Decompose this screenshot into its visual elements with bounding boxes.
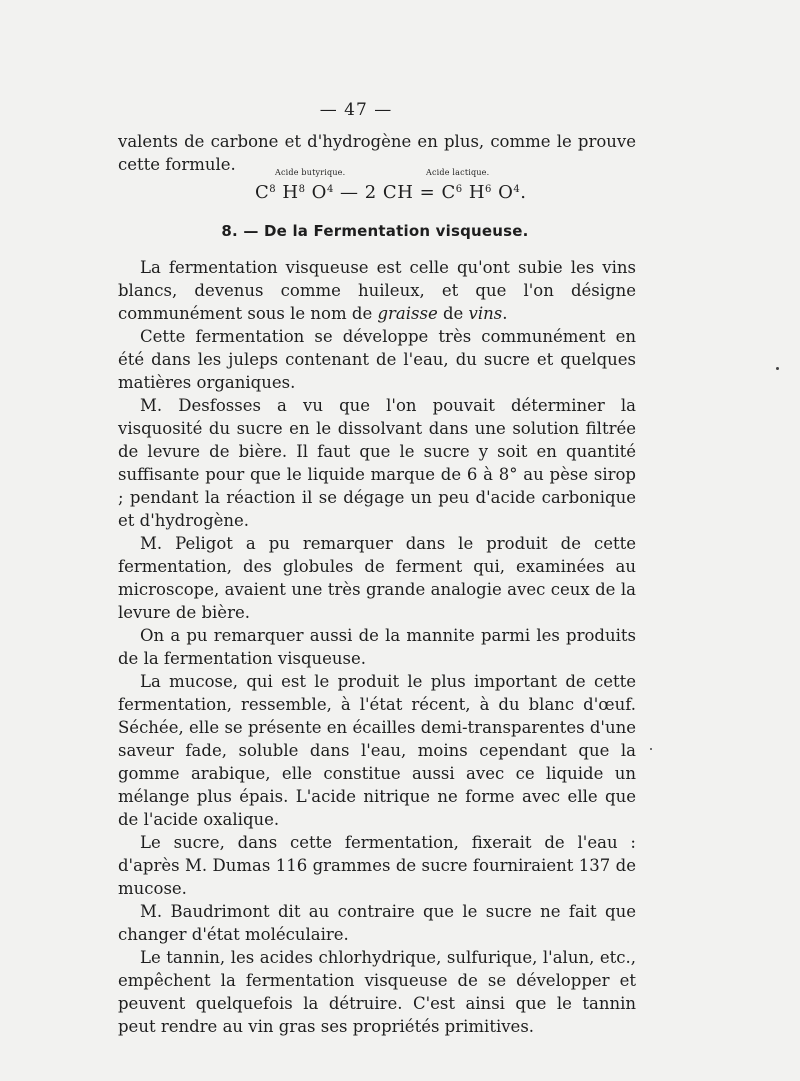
print-speck (776, 367, 779, 370)
paragraph: Le tannin, les acides chlorhydrique, sulfurique, l'alun, etc., empêchent la fermentation visqueuse de se développer et peuvent quelquefois la détruire. C'est ainsi que le tannin peut rendre au vin gras ses propriétés primitives. (118, 948, 636, 1036)
italic-term: graisse (377, 304, 438, 323)
formula-equation (255, 180, 526, 206)
paragraph: M. Baudrimont dit au contraire que le sucre ne fait que changer d'état moléculaire. (118, 902, 636, 944)
formula-period: . (520, 182, 527, 203)
formula-symbol: C (255, 182, 270, 203)
formula-label-lactic: Acide lactique. (426, 168, 490, 177)
page-number: — 47 — (319, 100, 393, 120)
paragraph: Cette fermentation se développe très communément en été dans les juleps contenant de l'eau, du sucre et quelques matières organiques. (118, 327, 636, 392)
formula-symbol: O (305, 182, 327, 203)
formula-label-butyric: Acide butyrique. (275, 168, 346, 177)
paragraph-text: . (502, 304, 508, 323)
paragraph-text: La fermentation visqueuse est celle qu'ont subie les vins blancs, devenus comme huileux, et que l'on désigne communément sous le nom de (118, 258, 636, 323)
formula-symbol: H (276, 182, 299, 203)
paragraph (118, 256, 636, 325)
body-text (118, 256, 636, 1038)
formula-exponent: 6 (485, 184, 492, 195)
paragraph: M. Desfosses a vu que l'on pouvait déterminer la visquosité du sucre en le dissolvant dans une solution filtrée de levure de bière. Il faut que le sucre y soit en quantité suffisante pour que le liquide marque de 6 à 8° au pèse sirop ; pendant la réaction il se dégage un peu d'acide carbonique et d'hydrogène. (118, 396, 636, 530)
formula-exponent: 4 (513, 184, 521, 195)
formula-exponent: 8 (298, 184, 306, 195)
paragraph-text: de (437, 304, 469, 323)
formula-symbol: O (491, 182, 514, 203)
formula-symbol: H (462, 182, 486, 203)
formula-operator: — 2 CH = (333, 182, 442, 203)
opening-paragraph: valents de carbone et d'hydrogène en plus, comme le prouve cette formule. (118, 132, 636, 174)
section-heading: 8. — De la Fermentation visqueuse. (221, 222, 529, 240)
print-speck (650, 748, 652, 750)
chemical-formula (255, 168, 555, 208)
paragraph: M. Peligot a pu remarquer dans le produit de cette fermentation, des globules de ferment qui, examinées au microscope, avaient une très grande analogie avec ceux de la levure de bière. (118, 534, 636, 622)
formula-exponent: 6 (455, 184, 463, 195)
formula-symbol: C (441, 182, 456, 203)
italic-term: vins (468, 304, 503, 323)
paragraph: On a pu remarquer aussi de la mannite parmi les produits de la fermentation visqueuse. (118, 626, 636, 668)
formula-exponent: 4 (326, 184, 334, 195)
formula-exponent: 8 (269, 184, 277, 195)
paragraph: La mucose, qui est le produit le plus important de cette fermentation, ressemble, à l'état récent, à du blanc d'œuf. Séchée, elle se présente en écailles demi-transparentes d'une saveur fade, soluble dans l'eau, moins cependant que la gomme arabique, elle constitue aussi avec ce liquide un mélange plus épais. L'acide nitrique ne forme avec elle que de l'acide oxalique. (118, 672, 636, 829)
paragraph: Le sucre, dans cette fermentation, fixerait de l'eau : d'après M. Dumas 116 grammes de sucre fourniraient 137 de mucose. (118, 833, 636, 898)
